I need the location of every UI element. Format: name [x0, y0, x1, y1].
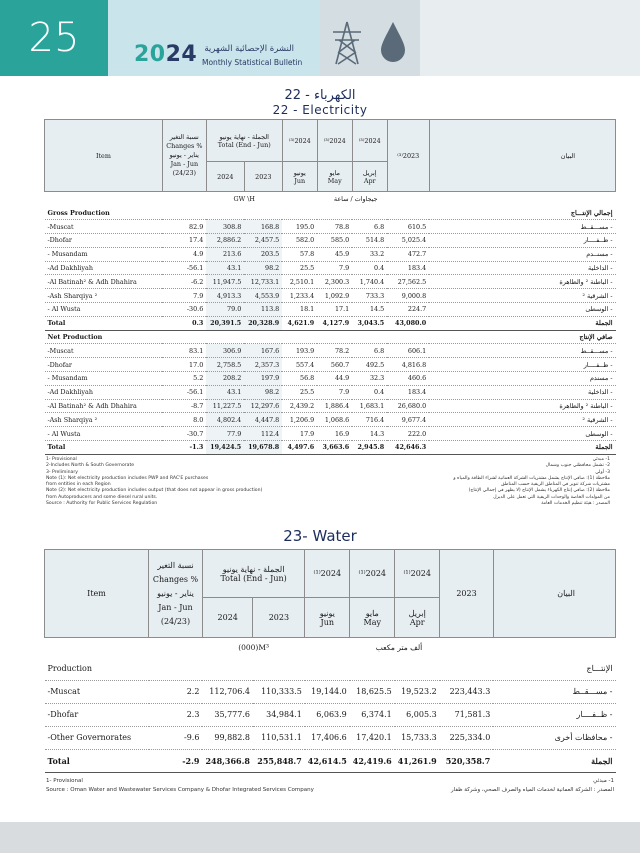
cell-may: 78.8	[317, 220, 352, 234]
cell-apr: 1,683.1	[352, 399, 387, 413]
table-row	[45, 234, 616, 248]
cell-y23: 472.7	[387, 247, 429, 261]
cell-ch: -56.1	[162, 385, 206, 399]
note-line: Note (1): Net electricity production includes PWP and RAC'E purchases	[46, 475, 209, 481]
cell-jun: 1,206.9	[282, 413, 317, 427]
header-item: Item	[45, 550, 149, 638]
cell-t23: 12,297.6	[244, 399, 282, 413]
cell-t24: 11,227.5	[206, 399, 244, 413]
electricity-notes-ar	[330, 457, 610, 507]
note-line: من المولدات الخاصة والوحدات الريفية التي تعمل على الديزل	[493, 494, 610, 500]
cell-apr: 733.3	[352, 289, 387, 303]
header-changes: نسبة التغير Changes % يناير - يونيو Jan - Jun (24/23)	[149, 550, 203, 638]
cell-t24: 4,913.3	[206, 289, 244, 303]
cell-y23: 520,358.7	[440, 749, 494, 772]
cell-en: -Ash Sharqiya ²	[45, 413, 163, 427]
cell-apr: 3,043.5	[352, 316, 387, 330]
cell-apr: 0.4	[352, 261, 387, 275]
header-may: ⁽¹⁾2024	[350, 550, 395, 598]
cell-jun: 18.1	[282, 303, 317, 317]
cell-t23: 12,733.1	[244, 275, 282, 289]
unit-ar: جيجاوات / ساعة	[333, 195, 378, 203]
cell-t24: 20,391.5	[206, 316, 244, 330]
header-may-label: مايو May	[350, 598, 395, 638]
cell-jun: 2,439.2	[282, 399, 317, 413]
section-label-en: Gross Production	[45, 206, 163, 220]
page-header	[0, 0, 640, 76]
note-line: 1- Provisional	[46, 778, 83, 784]
cell-t23: 19,678.8	[244, 441, 282, 455]
table-row	[45, 358, 616, 372]
cell-en: -Ad Dakhliyah	[45, 385, 163, 399]
cell-t24: 213.6	[206, 247, 244, 261]
table-row	[45, 385, 616, 399]
cell-apr: 6.8	[352, 344, 387, 358]
cell-t24: 43.1	[206, 261, 244, 275]
cell-t23: 167.6	[244, 344, 282, 358]
cell-may: 44.9	[317, 372, 352, 386]
bulletin-year: 2024	[134, 42, 198, 67]
header-jun-label: يونيو Jun	[305, 598, 350, 638]
water-notes-en	[46, 777, 314, 795]
total-row	[45, 749, 616, 772]
header-total-2024: 2024	[202, 598, 253, 638]
cell-jun: 6,063.9	[305, 703, 350, 726]
section-net	[45, 330, 616, 344]
cell-jun: 2,510.1	[282, 275, 317, 289]
cell-t23: 203.5	[244, 247, 282, 261]
cell-jun: 56.8	[282, 372, 317, 386]
total-row	[45, 316, 616, 330]
cell-ch: 17.0	[162, 358, 206, 372]
cell-en: Total	[45, 749, 149, 772]
cell-en: Total	[45, 441, 163, 455]
cell-jun: 4,497.6	[282, 441, 317, 455]
cell-t23: 110,531.1	[253, 726, 305, 749]
cell-may: 1,092.9	[317, 289, 352, 303]
cell-t23: 113.8	[244, 303, 282, 317]
cell-ar: - محافظات أخرى	[493, 726, 615, 749]
table-row	[45, 726, 616, 749]
bulletin-title-ar: النشرة الإحصائية الشهرية	[204, 44, 294, 54]
cell-apr: 492.5	[352, 358, 387, 372]
cell-ar: - الشرقية ²	[429, 413, 615, 427]
note-line: Source : Authority for Public Services Regulation	[46, 501, 158, 507]
electricity-notes-en	[46, 457, 316, 507]
cell-t24: 99,882.8	[202, 726, 253, 749]
cell-t24: 35,777.6	[202, 703, 253, 726]
cell-may: 1,068.6	[317, 413, 352, 427]
header-total-2024: 2024	[206, 162, 244, 192]
cell-y23: 42,646.3	[387, 441, 429, 455]
header-apr-label: إبريل Apr	[352, 162, 387, 192]
cell-ar: - مســـقــط	[429, 220, 615, 234]
table-row	[45, 289, 616, 303]
cell-may: 1,886.4	[317, 399, 352, 413]
cell-ch: 83.1	[162, 344, 206, 358]
header-apr: ⁽¹⁾2024	[395, 550, 440, 598]
cell-t24: 19,424.5	[206, 441, 244, 455]
cell-ch: -6.2	[162, 275, 206, 289]
electricity-header-row-1	[45, 120, 616, 162]
header-2023: ⁽³⁾2023	[387, 120, 429, 192]
cell-ar: الجملة	[429, 316, 615, 330]
table-row	[45, 399, 616, 413]
header-may-label: مايو May	[317, 162, 352, 192]
header-may: ⁽³⁾2024	[317, 120, 352, 162]
section-gross	[45, 206, 616, 220]
cell-y23: 460.6	[387, 372, 429, 386]
cell-apr: 33.2	[352, 247, 387, 261]
cell-may: 78.2	[317, 344, 352, 358]
cell-t23: 110,333.5	[253, 680, 305, 703]
cell-en: - Al Wusta	[45, 303, 163, 317]
cell-ar: الجملة	[493, 749, 615, 772]
cell-en: -Muscat	[45, 220, 163, 234]
cell-t24: 2,886.2	[206, 234, 244, 248]
table-row	[45, 275, 616, 289]
section-label-en: Net Production	[45, 330, 163, 344]
table-row	[45, 344, 616, 358]
cell-apr: 0.4	[352, 385, 387, 399]
header-item-ar: البيان	[493, 550, 615, 638]
cell-y23: 223,443.3	[440, 680, 494, 703]
cell-ch: -9.6	[149, 726, 203, 749]
cell-y23: 43,080.0	[387, 316, 429, 330]
cell-jun: 4,621.9	[282, 316, 317, 330]
cell-ch: -30.7	[162, 427, 206, 441]
unit-en: (000)M³	[238, 643, 270, 652]
cell-jun: 193.9	[282, 344, 317, 358]
section-label-en: Production	[45, 657, 149, 680]
header-2023: 2023	[440, 550, 494, 638]
cell-t23: 197.9	[244, 372, 282, 386]
cell-en: Total	[45, 316, 163, 330]
cell-t24: 4,802.4	[206, 413, 244, 427]
cell-jun: 195.0	[282, 220, 317, 234]
cell-en: -Al Batinah² & Adh Dhahira	[45, 399, 163, 413]
cell-ar: - مســـقــط	[429, 344, 615, 358]
header-total-2023: 2023	[253, 598, 305, 638]
cell-ar: - الباطنة ² والظاهرة	[429, 399, 615, 413]
cell-ar: - ظــفــــار	[429, 358, 615, 372]
cell-jun: 42,614.5	[305, 749, 350, 772]
header-jun: ⁽³⁾2024	[282, 120, 317, 162]
cell-apr: 2,945.8	[352, 441, 387, 455]
cell-may: 7.9	[317, 261, 352, 275]
header-item-ar: البيان	[429, 120, 615, 192]
cell-en: - Al Wusta	[45, 427, 163, 441]
cell-ar: - ظــفــــار	[429, 234, 615, 248]
cell-t23: 168.8	[244, 220, 282, 234]
cell-en: -Al Batinah² & Adh Dhahira	[45, 275, 163, 289]
note-line: 3- Preliminary	[46, 469, 78, 475]
cell-apr: 32.3	[352, 372, 387, 386]
cell-en: -Muscat	[45, 344, 163, 358]
cell-ar: - مسندم	[429, 372, 615, 386]
table-row	[45, 372, 616, 386]
water-table	[44, 549, 616, 773]
cell-y23: 4,816.8	[387, 358, 429, 372]
cell-ch: 7.9	[162, 289, 206, 303]
cell-apr: 41,261.9	[395, 749, 440, 772]
note-line: ملاحظة (1): صافي الإنتاج يشمل مشتريات الشركة العمانية لشراء الطاقة والمياه و	[453, 475, 610, 481]
cell-apr: 1,740.4	[352, 275, 387, 289]
cell-y23: 224.7	[387, 303, 429, 317]
cell-jun: 25.5	[282, 261, 317, 275]
water-header-row-1	[45, 550, 616, 598]
cell-ch: 8.0	[162, 413, 206, 427]
cell-may: 4,127.9	[317, 316, 352, 330]
page-number: 25	[0, 0, 108, 76]
note-line: 3- أولي	[595, 469, 610, 475]
cell-en: -Other Governorates	[45, 726, 149, 749]
water-notes-ar	[451, 777, 614, 795]
header-total: الجملة - نهاية يونيو Total (End - Jun)	[206, 120, 282, 162]
note-line: Note (2): Net electricity production includes output (that does not appear in gross production)	[46, 488, 263, 494]
cell-en: -Ash Sharqiya ²	[45, 289, 163, 303]
cell-t24: 248,366.8	[202, 749, 253, 772]
cell-apr: 6.8	[352, 220, 387, 234]
cell-y23: 9,677.4	[387, 413, 429, 427]
table-row	[45, 680, 616, 703]
note-line: ملاحظة (2): صافي إنتاج الكهرباء يشمل الإنتاج (لا يظهر في إجمالي الإنتاج)	[468, 488, 610, 494]
cell-ch: 82.9	[162, 220, 206, 234]
cell-ar: - مسنــدم	[429, 247, 615, 261]
note-line: 2- تشمل محافظتي جنوب وشمال	[545, 463, 610, 469]
cell-ch: -2.9	[149, 749, 203, 772]
cell-may: 6,374.1	[350, 703, 395, 726]
cell-y23: 5,025.4	[387, 234, 429, 248]
cell-t24: 208.2	[206, 372, 244, 386]
cell-may: 2,300.3	[317, 275, 352, 289]
power-tower-icon	[330, 20, 364, 66]
note-line: 1- Provisional	[46, 457, 77, 462]
header-total-2023: 2023	[244, 162, 282, 192]
cell-ar: الجملة	[429, 441, 615, 455]
cell-en: -Dhofar	[45, 703, 149, 726]
cell-ar: - الشرقية ²	[429, 289, 615, 303]
cell-ch: 2.2	[149, 680, 203, 703]
cell-t24: 306.9	[206, 344, 244, 358]
unit-row	[45, 192, 616, 207]
cell-t24: 112,706.4	[202, 680, 253, 703]
cell-ch: -30.6	[162, 303, 206, 317]
cell-t24: 308.8	[206, 220, 244, 234]
table-row	[45, 413, 616, 427]
cell-ch: -1.3	[162, 441, 206, 455]
cell-ch: 17.4	[162, 234, 206, 248]
cell-jun: 17.9	[282, 427, 317, 441]
cell-en: -Ad Dakhliyah	[45, 261, 163, 275]
header-item: Item	[45, 120, 163, 192]
cell-ch: 2.3	[149, 703, 203, 726]
cell-may: 560.7	[317, 358, 352, 372]
cell-t24: 43.1	[206, 385, 244, 399]
cell-y23: 71,581.3	[440, 703, 494, 726]
net-production-rows	[45, 344, 616, 454]
electricity-table	[44, 119, 616, 455]
section-label-ar: صافي الإنتاج	[429, 330, 615, 344]
cell-jun: 25.5	[282, 385, 317, 399]
cell-t23: 34,984.1	[253, 703, 305, 726]
table-row	[45, 247, 616, 261]
cell-may: 585.0	[317, 234, 352, 248]
cell-en: -Dhofar	[45, 358, 163, 372]
cell-ar: - الباطنة ² والظاهرة	[429, 275, 615, 289]
cell-en: - Musandam	[45, 247, 163, 261]
cell-ch: 5.2	[162, 372, 206, 386]
note-line: المصدر : الشركة العمانية لخدمات المياه والصرف الصحي، وشركة ظفار	[451, 787, 614, 793]
gross-production-rows	[45, 220, 616, 330]
header-total: الجملة - نهاية يونيو Total (End - Jun)	[202, 550, 304, 598]
cell-t23: 2,457.5	[244, 234, 282, 248]
cell-ch: 0.3	[162, 316, 206, 330]
note-line: مشتريات شركة تنوير في المناطق الريفية حسب المناطق	[501, 482, 610, 488]
cell-jun: 19,144.0	[305, 680, 350, 703]
note-line: 1- مبدئي	[592, 457, 610, 462]
cell-t23: 98.2	[244, 261, 282, 275]
water-production-rows	[45, 680, 616, 772]
cell-t23: 98.2	[244, 385, 282, 399]
cell-may: 16.9	[317, 427, 352, 441]
water-drop-icon	[378, 20, 408, 64]
cell-y23: 610.5	[387, 220, 429, 234]
cell-apr: 6,005.3	[395, 703, 440, 726]
cell-t24: 11,947.5	[206, 275, 244, 289]
cell-jun: 557.4	[282, 358, 317, 372]
cell-apr: 716.4	[352, 413, 387, 427]
header-jun-label: يونيو Jun	[282, 162, 317, 192]
cell-t23: 20,328.9	[244, 316, 282, 330]
note-line: 2-Includes North & South Governorate	[46, 463, 135, 469]
cell-ar: - الوسطى	[429, 427, 615, 441]
table-row	[45, 303, 616, 317]
bulletin-title-en: Monthly Statistical Bulletin	[202, 58, 303, 67]
header-apr: ⁽³⁾2024	[352, 120, 387, 162]
cell-may: 42,419.6	[350, 749, 395, 772]
cell-y23: 26,680.0	[387, 399, 429, 413]
cell-may: 17.1	[317, 303, 352, 317]
cell-y23: 183.4	[387, 261, 429, 275]
header-changes: نسبة التغير Changes % يناير - يونيو Jan - Jun (24/23)	[162, 120, 206, 192]
table-row	[45, 427, 616, 441]
cell-apr: 14.5	[352, 303, 387, 317]
cell-t23: 4,447.8	[244, 413, 282, 427]
note-line: 1- مبدئي	[593, 778, 614, 784]
cell-y23: 222.0	[387, 427, 429, 441]
page-footer	[0, 822, 640, 853]
note-line: from Autoproducers and some diesel rural units.	[46, 494, 158, 500]
electricity-title-ar: 22 - الكهرباء	[284, 88, 356, 103]
note-line: from entities in each Region	[46, 482, 111, 488]
table-row	[45, 220, 616, 234]
cell-ch: 4.9	[162, 247, 206, 261]
header-apr-label: إبريل Apr	[395, 598, 440, 638]
cell-en: - Musandam	[45, 372, 163, 386]
cell-y23: 27,562.5	[387, 275, 429, 289]
cell-jun: 582.0	[282, 234, 317, 248]
cell-may: 17,420.1	[350, 726, 395, 749]
cell-y23: 183.4	[387, 385, 429, 399]
cell-y23: 225,334.0	[440, 726, 494, 749]
cell-y23: 606.1	[387, 344, 429, 358]
cell-may: 45.9	[317, 247, 352, 261]
header-jun: ⁽¹⁾2024	[305, 550, 350, 598]
cell-may: 18,625.5	[350, 680, 395, 703]
unit-en: GW \H	[233, 195, 255, 203]
table-row	[45, 261, 616, 275]
cell-apr: 14.3	[352, 427, 387, 441]
cell-ar: - مســـقــط	[493, 680, 615, 703]
cell-y23: 9,000.8	[387, 289, 429, 303]
cell-apr: 514.8	[352, 234, 387, 248]
note-line: Source : Oman Water and Wastewater Services Company & Dhofar Integrated Services Company	[46, 787, 314, 793]
cell-t23: 2,357.3	[244, 358, 282, 372]
cell-ar: - ظــفــــار	[493, 703, 615, 726]
cell-t24: 79.0	[206, 303, 244, 317]
cell-ch: -8.7	[162, 399, 206, 413]
section-production	[45, 657, 616, 680]
cell-t24: 77.9	[206, 427, 244, 441]
electricity-title-en: 22 - Electricity	[272, 103, 368, 117]
section-label-ar: الإنتـــاج	[493, 657, 615, 680]
cell-ar: - الداخلية	[429, 261, 615, 275]
cell-t23: 112.4	[244, 427, 282, 441]
cell-apr: 19,523.2	[395, 680, 440, 703]
cell-apr: 15,733.3	[395, 726, 440, 749]
unit-ar: ألف متر مكعب	[375, 643, 423, 652]
cell-jun: 1,233.4	[282, 289, 317, 303]
unit-row	[45, 638, 616, 658]
cell-en: -Dhofar	[45, 234, 163, 248]
cell-t24: 2,758.5	[206, 358, 244, 372]
table-row	[45, 703, 616, 726]
total-row	[45, 441, 616, 455]
cell-ar: - الوسطى	[429, 303, 615, 317]
cell-jun: 57.8	[282, 247, 317, 261]
cell-may: 7.9	[317, 385, 352, 399]
cell-t23: 255,848.7	[253, 749, 305, 772]
cell-jun: 17,406.6	[305, 726, 350, 749]
cell-t23: 4,553.9	[244, 289, 282, 303]
note-line: المصدر : هيئة تنظيم الخدمات العامة	[541, 501, 610, 507]
section-label-ar: إجمالي الإنتـــاج	[429, 206, 615, 220]
cell-ar: - الداخلية	[429, 385, 615, 399]
cell-may: 3,663.6	[317, 441, 352, 455]
cell-ch: -56.1	[162, 261, 206, 275]
cell-en: -Muscat	[45, 680, 149, 703]
water-title: 23- Water	[283, 527, 357, 545]
